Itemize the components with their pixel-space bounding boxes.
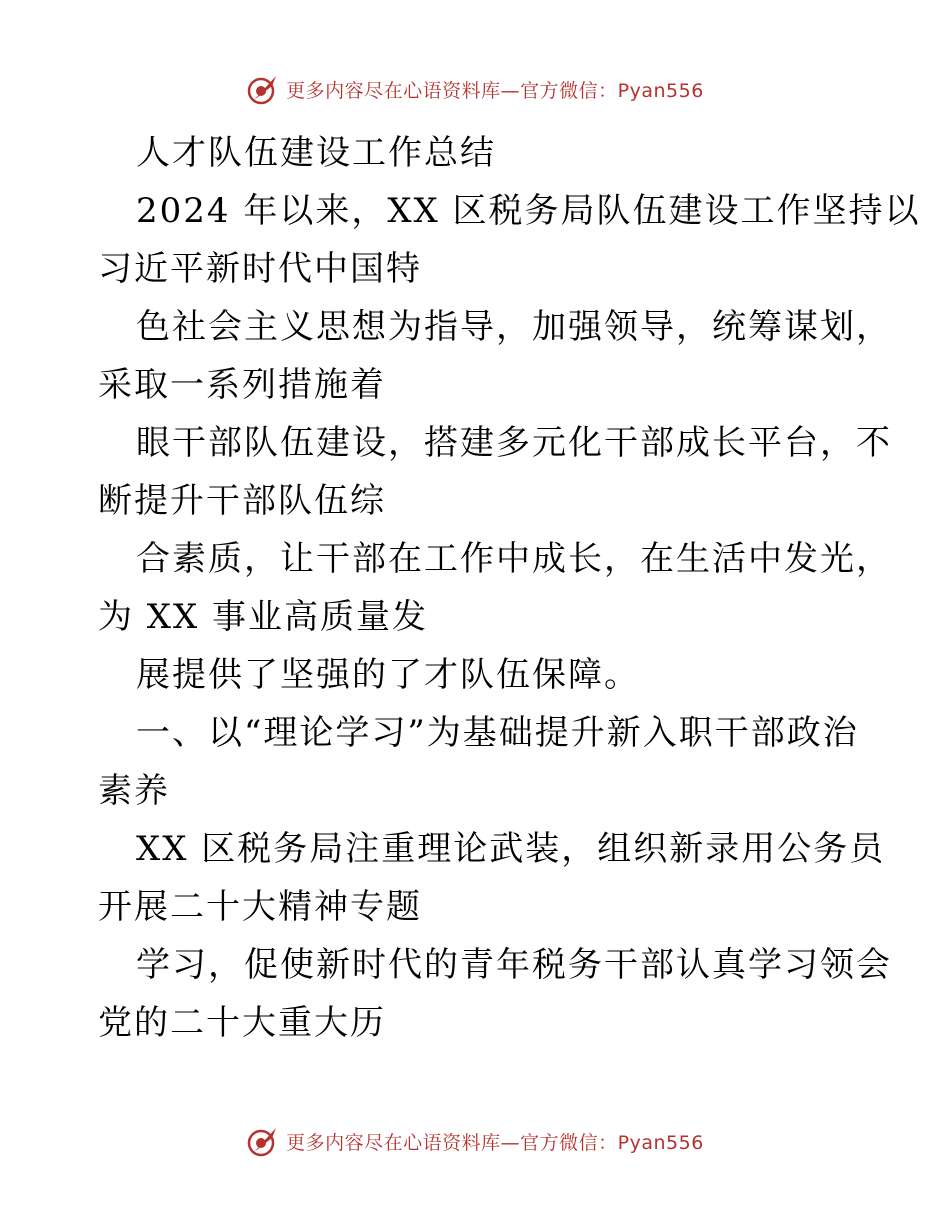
text-line: 色社会主义思想为指导，加强领导，统筹谋划， bbox=[136, 307, 892, 347]
text-line: 展提供了坚强的了才队伍保障。 bbox=[136, 655, 640, 695]
footer-watermark bbox=[0, 1124, 950, 1158]
text-line: 断提升干部队伍综 bbox=[98, 481, 386, 521]
text-line: 学习，促使新时代的青年税务干部认真学习领会 bbox=[136, 945, 892, 985]
quill-logo-icon bbox=[246, 1124, 280, 1158]
watermark-text: 更多内容尽在心语资料库—官方微信：Pyan556 bbox=[286, 1131, 704, 1154]
quill-logo-icon bbox=[246, 72, 280, 106]
document-title: 人才队伍建设工作总结 bbox=[136, 133, 496, 173]
text-line: 为 XX 事业高质量发 bbox=[98, 597, 429, 637]
document-body bbox=[98, 124, 921, 1052]
text-line: 开展二十大精神专题 bbox=[98, 887, 422, 927]
text-line: 党的二十大重大历 bbox=[98, 1003, 386, 1043]
text-line: 2024 年以来，XX 区税务局队伍建设工作坚持以 bbox=[136, 191, 921, 231]
text-line: 习近平新时代中国特 bbox=[98, 249, 422, 289]
text-line: 采取一系列措施着 bbox=[98, 365, 386, 405]
section-heading-continued: 素养 bbox=[98, 771, 170, 811]
header-watermark bbox=[0, 72, 950, 106]
section-heading: 一、以“理论学习”为基础提升新入职干部政治 bbox=[136, 713, 859, 753]
watermark-text: 更多内容尽在心语资料库—官方微信：Pyan556 bbox=[286, 79, 704, 102]
text-line: XX 区税务局注重理论武装，组织新录用公务员 bbox=[136, 829, 886, 869]
text-line: 合素质，让干部在工作中成长，在生活中发光， bbox=[136, 539, 892, 579]
text-line: 眼干部队伍建设，搭建多元化干部成长平台，不 bbox=[136, 423, 892, 463]
